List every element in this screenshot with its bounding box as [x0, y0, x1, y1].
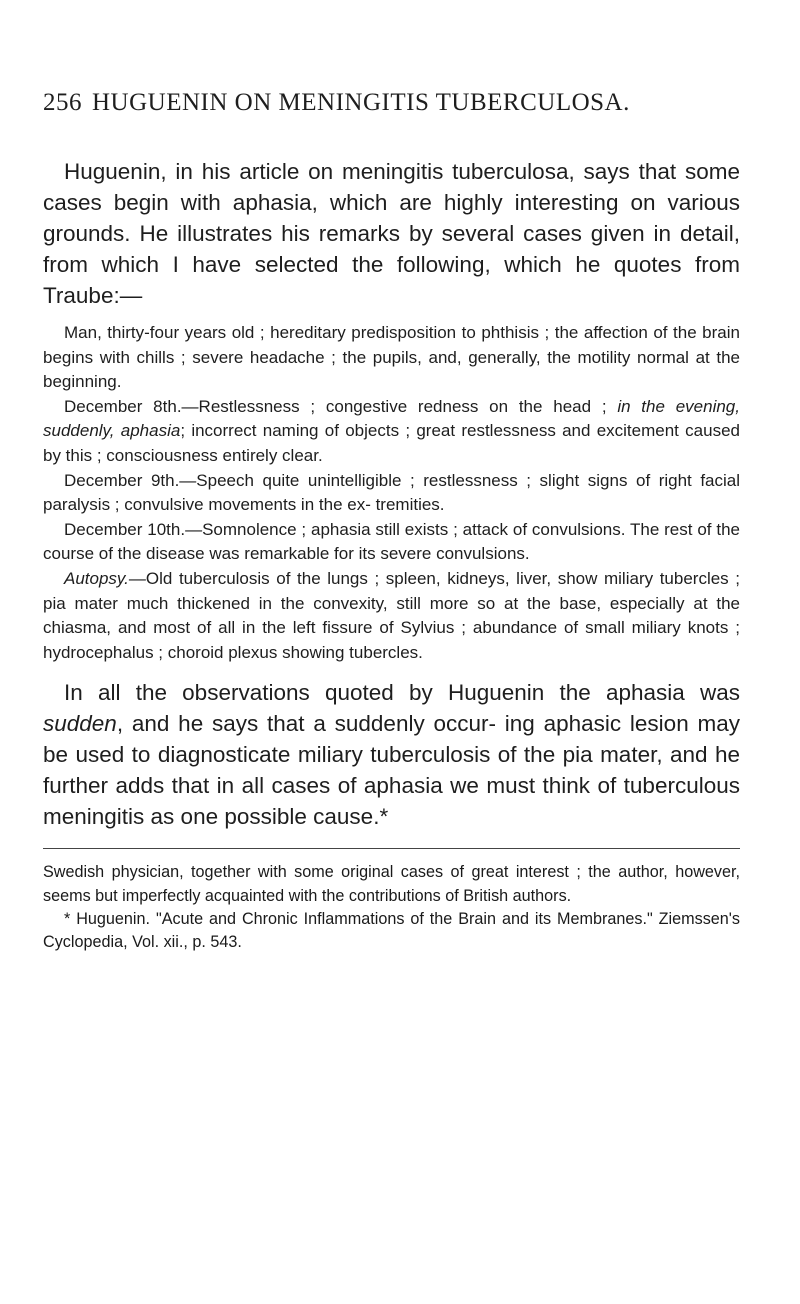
conclusion-part2: , and he says that a suddenly occur- ing aphasic lesion may be used to diagnosticate miliary tuberculosis of the pia mater, and he further adds that in all cases of aphasia we must think of tuberculous meningitis as one possible cause.* — [43, 711, 740, 830]
case-autopsy — [43, 567, 740, 665]
footnote-divider — [43, 848, 740, 849]
case-december-9: December 9th.—Speech quite unintelligible ; restlessness ; slight signs of right facial paralysis ; convulsive movements in the ex- tremities. — [43, 470, 740, 515]
dec8-lead: December 8th.—Restlessness ; congestive redness on the head ; — [64, 396, 607, 416]
case-december-10: December 10th.—Somnolence ; aphasia still exists ; attack of convulsions. The rest of the course of the disease was remarkable for its severe convulsions. — [43, 519, 740, 564]
case-summary: Man, thirty-four years old ; hereditary predisposition to phthisis ; the affection of the brain begins with chills ; severe headache ; the pupils, and, generally, the motility normal at the beginning. — [43, 323, 740, 392]
footnote-star: * Huguenin. "Acute and Chronic Inflammations of the Brain and its Membranes." Ziemssen's Cyclopedia, Vol. xii., p. 543. — [43, 909, 740, 951]
autopsy-text: —Old tuberculosis of the lungs ; spleen, kidneys, liver, show miliary tubercles ; pia mater much thickened in the convexity, still more so at the base, especially at the chiasma, and most of all in the left fissure of Sylvius ; abundance of small miliary knots ; hydrocephalus ; choroid plexus showing tubercles. — [43, 568, 740, 662]
conclusion-part1: In all the observations quoted by Huguenin the aphasia was — [64, 680, 740, 706]
dec8-rest: ; incorrect naming of objects ; great restlessness and excitement caused by this ; consciousness entirely clear. — [43, 421, 740, 465]
conclusion-paragraph — [43, 677, 740, 832]
running-title: HUGUENIN ON MENINGITIS TUBERCULOSA. — [92, 89, 630, 116]
running-header — [43, 88, 740, 118]
case-december-8 — [43, 395, 740, 469]
conclusion-italic: sudden — [43, 711, 117, 737]
dec8-italic: in the evening, suddenly, aphasia — [43, 396, 740, 441]
autopsy-label: Autopsy. — [64, 568, 129, 588]
case-report — [43, 321, 740, 665]
page-number: 256 — [43, 89, 82, 116]
intro-paragraph: Huguenin, in his article on meningitis tuberculosa, says that some cases begin with aphasia, which are highly interesting on various grounds. He illustrates his remarks by several cases given in detail, from which I have selected the following, which he quotes from Traube:— — [43, 159, 740, 308]
footnote-continued: Swedish physician, together with some original cases of great interest ; the author, however, seems but imperfectly acquainted with the contributions of British authors. — [43, 863, 740, 905]
